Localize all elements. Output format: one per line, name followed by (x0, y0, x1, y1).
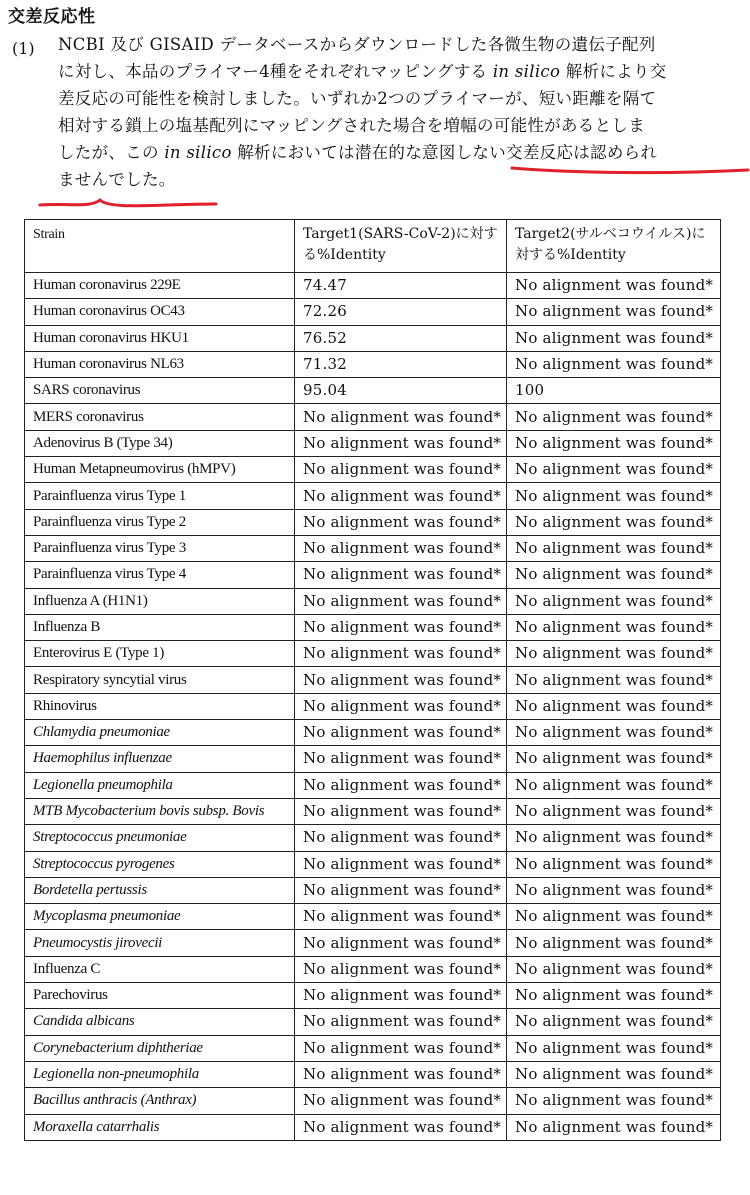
target1-identity-cell: No alignment was found* (295, 641, 507, 667)
strain-name-cell: Human coronavirus NL63 (25, 351, 295, 377)
table-row (25, 983, 721, 1009)
target2-identity-cell: No alignment was found* (507, 667, 721, 693)
target2-identity-cell: No alignment was found* (507, 273, 721, 299)
paragraph-text: 相対する鎖上の塩基配列にマッピングされた場合を増幅の可能性があるとしま (58, 116, 646, 135)
strain-name-cell: SARS coronavirus (25, 378, 295, 404)
strain-name-cell: MERS coronavirus (25, 404, 295, 430)
target1-identity-cell: No alignment was found* (295, 904, 507, 930)
table-row (25, 299, 721, 325)
target1-identity-cell: 74.47 (295, 273, 507, 299)
section-heading: 交差反応性 (8, 7, 96, 27)
target1-identity-cell: No alignment was found* (295, 457, 507, 483)
target1-identity-cell: 71.32 (295, 351, 507, 377)
table-row (25, 772, 721, 798)
table-row (25, 930, 721, 956)
strain-name-cell: Legionella pneumophila (25, 772, 295, 798)
target2-identity-cell: No alignment was found* (507, 1088, 721, 1114)
target2-identity-cell: No alignment was found* (507, 877, 721, 903)
target2-identity-cell: No alignment was found* (507, 851, 721, 877)
target2-identity-cell: No alignment was found* (507, 430, 721, 456)
table-row (25, 956, 721, 982)
target1-identity-cell: No alignment was found* (295, 825, 507, 851)
table-row (25, 588, 721, 614)
target2-identity-cell: No alignment was found* (507, 562, 721, 588)
target2-identity-cell: No alignment was found* (507, 404, 721, 430)
target1-identity-cell: No alignment was found* (295, 1088, 507, 1114)
target2-identity-cell: No alignment was found* (507, 956, 721, 982)
target2-identity-cell: No alignment was found* (507, 798, 721, 824)
target2-identity-cell: No alignment was found* (507, 1009, 721, 1035)
target1-identity-cell: No alignment was found* (295, 983, 507, 1009)
target2-identity-cell: No alignment was found* (507, 772, 721, 798)
strain-name-cell: Streptococcus pneumoniae (25, 825, 295, 851)
table-row (25, 851, 721, 877)
table-row (25, 877, 721, 903)
paragraph-body (58, 31, 750, 193)
strain-name-cell: Adenovirus B (Type 34) (25, 430, 295, 456)
target1-identity-cell: No alignment was found* (295, 930, 507, 956)
target1-identity-cell: No alignment was found* (295, 483, 507, 509)
strain-name-cell: Parainfluenza virus Type 1 (25, 483, 295, 509)
target1-identity-cell: No alignment was found* (295, 798, 507, 824)
target1-identity-cell: No alignment was found* (295, 746, 507, 772)
target1-identity-cell: No alignment was found* (295, 877, 507, 903)
target1-identity-cell: No alignment was found* (295, 851, 507, 877)
target1-identity-cell: 95.04 (295, 378, 507, 404)
target1-identity-cell: No alignment was found* (295, 588, 507, 614)
table-row (25, 1114, 721, 1140)
paragraph-text: NCBI 及び GISAID データベースからダウンロードした各微生物の遺伝子配列 (58, 35, 656, 54)
table-row (25, 1009, 721, 1035)
paragraph-line (58, 85, 750, 112)
target2-identity-cell: No alignment was found* (507, 483, 721, 509)
strain-name-cell: Corynebacterium diphtheriae (25, 1035, 295, 1061)
strain-name-cell: Candida albicans (25, 1009, 295, 1035)
strain-name-cell: Parainfluenza virus Type 4 (25, 562, 295, 588)
table-row (25, 825, 721, 851)
strain-name-cell: Rhinovirus (25, 693, 295, 719)
table-row (25, 904, 721, 930)
cross-reactivity-table (24, 219, 721, 1141)
target2-identity-cell: No alignment was found* (507, 641, 721, 667)
target1-identity-cell: No alignment was found* (295, 720, 507, 746)
target2-identity-cell: No alignment was found* (507, 693, 721, 719)
table-row (25, 378, 721, 404)
paragraph-italic-term: in silico (492, 62, 561, 81)
target2-identity-cell: No alignment was found* (507, 299, 721, 325)
table-row (25, 483, 721, 509)
strain-name-cell: Legionella non-pneumophila (25, 1061, 295, 1087)
table-row (25, 430, 721, 456)
paragraph-line (58, 112, 750, 139)
paragraph-line (58, 166, 750, 193)
header-target1: Target1(SARS-CoV-2)に対する%Identity (295, 220, 507, 273)
table-row (25, 641, 721, 667)
target1-identity-cell: No alignment was found* (295, 667, 507, 693)
strain-name-cell: Moraxella catarrhalis (25, 1114, 295, 1140)
strain-name-cell: Human Metapneumovirus (hMPV) (25, 457, 295, 483)
strain-name-cell: Chlamydia pneumoniae (25, 720, 295, 746)
strain-name-cell: Bordetella pertussis (25, 877, 295, 903)
red-underline-line-2 (40, 200, 216, 206)
table-header-row (25, 220, 721, 273)
target1-identity-cell: No alignment was found* (295, 430, 507, 456)
paragraph-text: ませんでした。 (58, 170, 176, 189)
paragraph-line (58, 139, 750, 166)
header-strain: Strain (25, 220, 295, 273)
target2-identity-cell: No alignment was found* (507, 535, 721, 561)
table-row (25, 693, 721, 719)
target1-identity-cell: No alignment was found* (295, 509, 507, 535)
strain-name-cell: Parainfluenza virus Type 2 (25, 509, 295, 535)
target1-identity-cell: No alignment was found* (295, 535, 507, 561)
target1-identity-cell: No alignment was found* (295, 772, 507, 798)
strain-name-cell: Bacillus anthracis (Anthrax) (25, 1088, 295, 1114)
strain-name-cell: Mycoplasma pneumoniae (25, 904, 295, 930)
paragraph-italic-term: in silico (164, 143, 232, 162)
target1-identity-cell: No alignment was found* (295, 1061, 507, 1087)
strain-name-cell: Human coronavirus HKU1 (25, 325, 295, 351)
target1-identity-cell: No alignment was found* (295, 1114, 507, 1140)
target1-identity-cell: No alignment was found* (295, 693, 507, 719)
target2-identity-cell: No alignment was found* (507, 509, 721, 535)
table-row (25, 509, 721, 535)
target2-identity-cell: No alignment was found* (507, 825, 721, 851)
target2-identity-cell: No alignment was found* (507, 746, 721, 772)
header-target2: Target2(サルベコウイルス)に対する%Identity (507, 220, 721, 273)
target1-identity-cell: No alignment was found* (295, 562, 507, 588)
table-row (25, 325, 721, 351)
target1-identity-cell: No alignment was found* (295, 956, 507, 982)
paragraph-line (58, 58, 750, 85)
target2-identity-cell: No alignment was found* (507, 1114, 721, 1140)
target2-identity-cell: No alignment was found* (507, 325, 721, 351)
target2-identity-cell: No alignment was found* (507, 983, 721, 1009)
strain-name-cell: Influenza A (H1N1) (25, 588, 295, 614)
target1-identity-cell: No alignment was found* (295, 404, 507, 430)
strain-name-cell: Haemophilus influenzae (25, 746, 295, 772)
table-row (25, 614, 721, 640)
table-row (25, 798, 721, 824)
paragraph-text: 解析においては潜在的な意図しない交差反応は認められ (231, 143, 658, 162)
table-row (25, 457, 721, 483)
table-row (25, 720, 721, 746)
target1-identity-cell: No alignment was found* (295, 614, 507, 640)
target2-identity-cell: No alignment was found* (507, 1061, 721, 1087)
target1-identity-cell: No alignment was found* (295, 1035, 507, 1061)
target2-identity-cell: No alignment was found* (507, 1035, 721, 1061)
table-row (25, 1035, 721, 1061)
strain-name-cell: MTB Mycobacterium bovis subsp. Bovis (25, 798, 295, 824)
table-row (25, 746, 721, 772)
table-row (25, 273, 721, 299)
table-row (25, 1061, 721, 1087)
target2-identity-cell: No alignment was found* (507, 351, 721, 377)
table-row (25, 1088, 721, 1114)
target1-identity-cell: 72.26 (295, 299, 507, 325)
paragraph-text: 差反応の可能性を検討しました。いずれか2つのプライマーが、短い距離を隔て (58, 89, 657, 108)
strain-name-cell: Human coronavirus OC43 (25, 299, 295, 325)
paragraph-text: したが、この (58, 143, 165, 162)
strain-name-cell: Respiratory syncytial virus (25, 667, 295, 693)
target2-identity-cell: No alignment was found* (507, 588, 721, 614)
target2-identity-cell: No alignment was found* (507, 904, 721, 930)
strain-name-cell: Parainfluenza virus Type 3 (25, 535, 295, 561)
strain-name-cell: Enterovirus E (Type 1) (25, 641, 295, 667)
target2-identity-cell: 100 (507, 378, 721, 404)
target2-identity-cell: No alignment was found* (507, 614, 721, 640)
strain-name-cell: Influenza B (25, 614, 295, 640)
strain-name-cell: Pneumocystis jirovecii (25, 930, 295, 956)
paragraph-text: に対し、本品のプライマー4種をそれぞれマッピングする (58, 62, 493, 81)
target1-identity-cell: No alignment was found* (295, 1009, 507, 1035)
target2-identity-cell: No alignment was found* (507, 930, 721, 956)
paragraph-line (58, 31, 750, 58)
strain-name-cell: Influenza C (25, 956, 295, 982)
paragraph-number: (1) (12, 39, 35, 58)
table-row (25, 351, 721, 377)
strain-name-cell: Streptococcus pyrogenes (25, 851, 295, 877)
target2-identity-cell: No alignment was found* (507, 720, 721, 746)
table-row (25, 535, 721, 561)
strain-name-cell: Human coronavirus 229E (25, 273, 295, 299)
paragraph-text: 解析により交 (560, 62, 667, 81)
table-row (25, 562, 721, 588)
target2-identity-cell: No alignment was found* (507, 457, 721, 483)
table-row (25, 667, 721, 693)
strain-name-cell: Parechovirus (25, 983, 295, 1009)
table-row (25, 404, 721, 430)
target1-identity-cell: 76.52 (295, 325, 507, 351)
